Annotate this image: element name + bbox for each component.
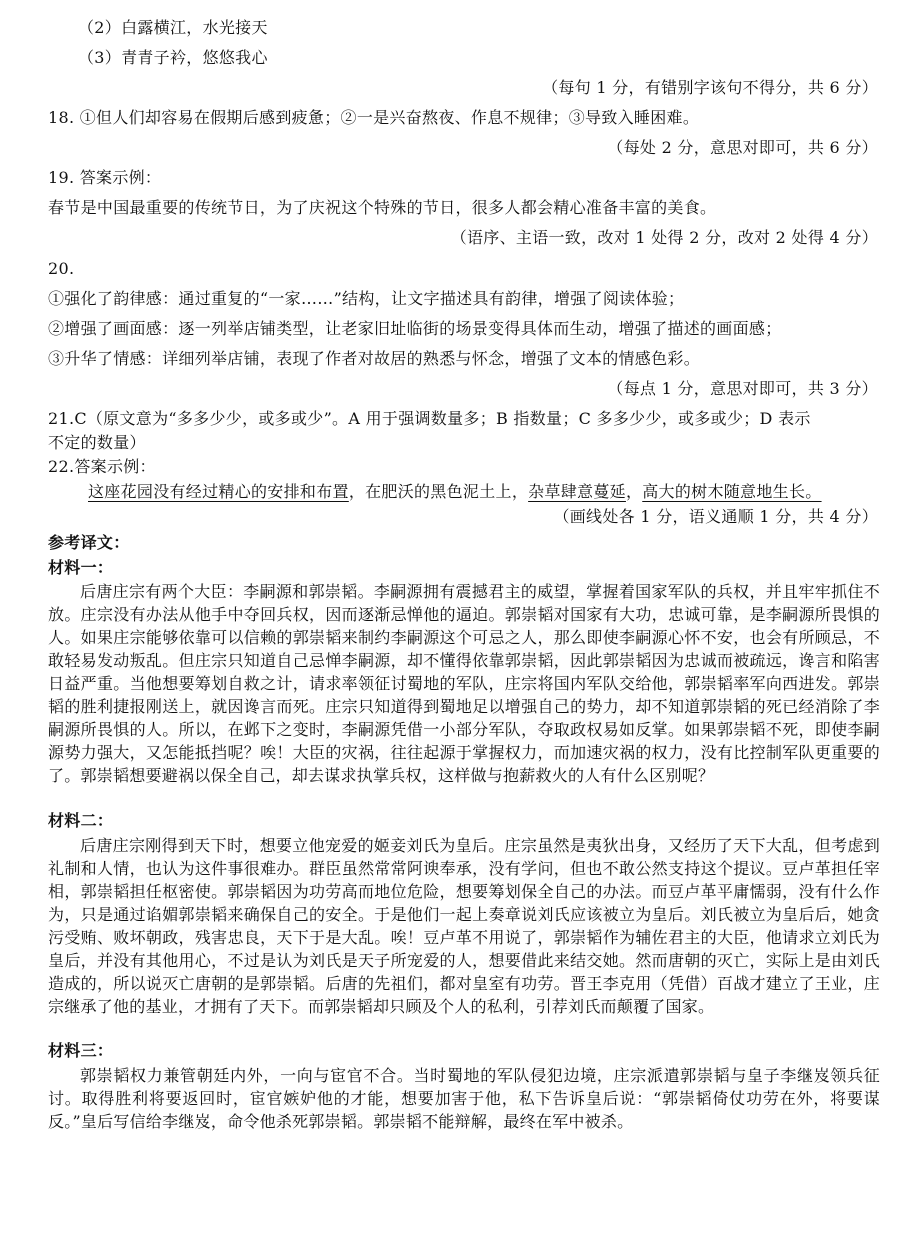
material-2-title: 材料二： xyxy=(48,811,114,830)
score-note-18: （每处 2 分，意思对即可，共 6 分） xyxy=(607,138,878,157)
answer-21-line-2: 不定的数量） xyxy=(48,433,146,452)
answer-17-line-3: （3）青青子衿，悠悠我心 xyxy=(78,48,268,67)
answer-20-point-2: ②增强了画面感：逐一列举店铺类型，让老家旧址临街的场景变得具体而生动，增强了描述的画面感； xyxy=(48,319,782,338)
score-note-19: （语序、主语一致，改对 1 处得 2 分，改对 2 处得 4 分） xyxy=(450,228,878,247)
answer-17-line-2: （2）白露横江，水光接天 xyxy=(78,18,268,37)
material-1-text: 后唐庄宗有两个大臣：李嗣源和郭崇韬。李嗣源拥有震撼君主的威望，掌握着国家军队的兵权，并且牢牢抓住不放。庄宗没有办法从他手中夺回兵权，因而逐渐忌惮他的逼迫。郭崇韬对国家有大功，忠诚可靠，是李嗣源所畏惧的人。如果庄宗能够依靠可以信赖的郭崇韬来制约李嗣源这个可忌之人，那么即使李嗣源心怀不安，也会有所顾忌，不敢轻易发动叛乱。但庄宗只知道自己忌惮李嗣源，却不懂得依靠郭崇韬，因此郭崇韬因为忠诚而被疏远，谗言和陷害日益严重。当他想要筹划自救之计，请求率领征讨蜀地的军队，庄宗将国内军队交给他，郭崇韬率军向西进发。郭崇韬的胜利捷报刚送上，就因谗言而死。庄宗只知道得到蜀地足以增强自己的势力，却不知道郭崇韬的死已经消除了李嗣源所畏惧的人。所以，在邺下之变时，李嗣源凭借一小部分军队，夺取政权易如反掌。如果郭崇韬不死，即使李嗣源势力强大，又怎能抵挡呢？唉！大臣的灾祸，往往起源于掌握权力，而加速灾祸的权力，没有比控制军队更重要的了。郭崇韬想要避祸以保全自己，却去谋求执掌兵权，这样做与抱薪救火的人有什么区别呢？ xyxy=(48,582,880,785)
answer-22-underlined-1: 这座花园没有经过精心的安排和布置 xyxy=(88,482,349,501)
answer-22-heading: 22.答案示例： xyxy=(48,457,156,476)
answer-22-underlined-3: 高大的树木随意地生长。 xyxy=(642,482,822,501)
material-1-title: 材料一： xyxy=(48,558,114,577)
answer-22-underlined-2: 杂草肆意蔓延 xyxy=(528,482,626,501)
material-3-text: 郭崇韬权力兼管朝廷内外，一向与宦官不合。当时蜀地的军队侵犯边境，庄宗派遣郭崇韬与皇子李继岌领兵征讨。取得胜利将要返回时，宦官嫉妒他的才能，想要加害于他，私下告诉皇后说：“郭崇韬倚仗功劳在外，将要谋反。”皇后写信给李继岌，命令他杀死郭崇韬。郭崇韬不能辩解，最终在军中被杀。 xyxy=(48,1066,880,1131)
answer-20-point-3: ③升华了情感：详细列举店铺，表现了作者对故居的熟悉与怀念，增强了文本的情感色彩。 xyxy=(48,349,701,368)
answer-22-plain-1: ，在肥沃的黑色泥土上， xyxy=(348,482,529,501)
answer-22-plain-2: ， xyxy=(625,482,643,501)
material-2-text: 后唐庄宗刚得到天下时，想要立他宠爱的姬妾刘氏为皇后。庄宗虽然是夷狄出身，又经历了天下大乱，但考虑到礼制和人情，也认为这件事很难办。群臣虽然常常阿谀奉承，没有学问，但也不敢公然支持这个提议。豆卢革担任宰相，郭崇韬担任枢密使。郭崇韬因为功劳高而地位危险，想要筹划保全自己的办法。而豆卢革平庸懦弱，没有什么作为，只是通过谄媚郭崇韬来确保自己的安全。于是他们一起上奏章说刘氏应该被立为皇后。刘氏被立为皇后后，她贪污受贿、败坏朝政，残害忠良，天下于是大乱。唉！豆卢革不用说了，郭崇韬作为辅佐君主的大臣，他请求立刘氏为皇后，并没有其他用心，不过是认为刘氏是天子所宠爱的人，想要借此来结交她。然而唐朝的灭亡，实际上是由刘氏造成的，所以说灭亡唐朝的是郭崇韬。后唐的先祖们，都对皇室有功劳。晋王李克用（凭借）百战才建立了王业，庄宗继承了他的基业，才拥有了天下。而郭崇韬却只顾及个人的私利，引荐刘氏而颠覆了国家。 xyxy=(48,836,880,1016)
answer-20-heading: 20. xyxy=(48,259,75,278)
material-3-title: 材料三： xyxy=(48,1041,114,1060)
translation-title: 参考译文： xyxy=(48,533,130,552)
score-note-20: （每点 1 分，意思对即可，共 3 分） xyxy=(607,379,878,398)
answer-20-point-1: ①强化了韵律感：通过重复的“一家……”结构，让文字描述具有韵律，增强了阅读体验； xyxy=(48,289,685,308)
score-note-22: （画线处各 1 分，语义通顺 1 分，共 4 分） xyxy=(553,507,878,526)
answer-22-example xyxy=(88,481,822,503)
answer-18: 18. ①但人们却容易在假期后感到疲惫；②一是兴奋熬夜、作息不规律；③导致入睡困难。 xyxy=(48,108,700,127)
score-note-17: （每句 1 分，有错别字该句不得分，共 6 分） xyxy=(542,78,878,97)
answer-19-text: 春节是中国最重要的传统节日，为了庆祝这个特殊的节日，很多人都会精心准备丰富的美食。 xyxy=(48,198,717,217)
answer-19-heading: 19. 答案示例： xyxy=(48,168,162,187)
answer-21-line-1: 21.C（原文意为“多多少少，或多或少”。A 用于强调数量多；B 指数量；C 多多少少，或多或少；D 表示 xyxy=(48,409,811,428)
